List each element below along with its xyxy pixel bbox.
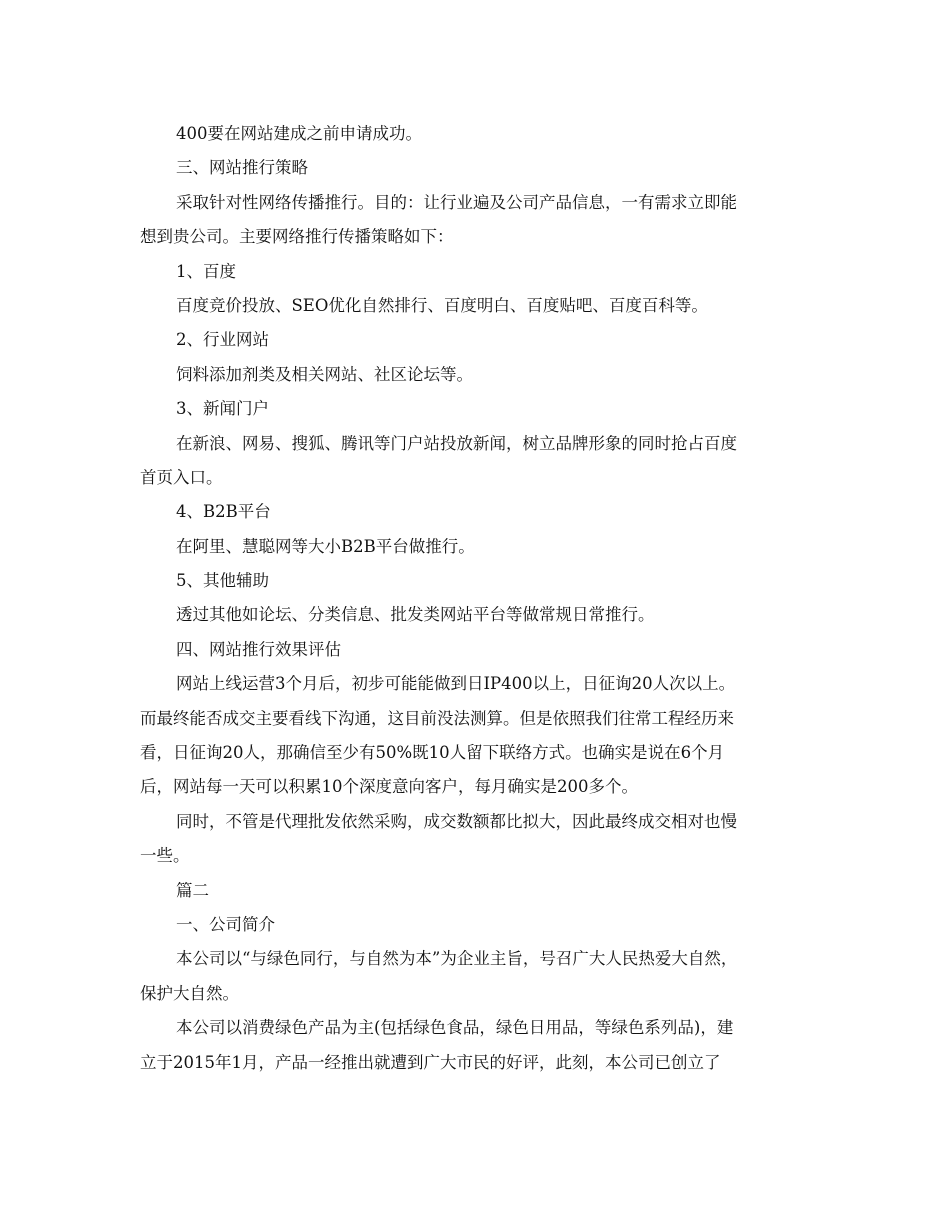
text-line: 首页入口。 (140, 467, 223, 487)
text-line: 看，日征询20人，那确信至少有50%既10人留下联络方式。也确实是说在6个月 (140, 743, 725, 763)
text-line: 四、网站推行效果评估 (176, 639, 341, 659)
text-line: 保护大自然。 (140, 983, 239, 1003)
text-line: 一些。 (140, 846, 190, 866)
text-line: 在新浪、网易、搜狐、腾讯等门户站投放新闻，树立品牌形象的同时抢占百度 (176, 433, 737, 453)
text-line: 1、百度 (176, 261, 236, 281)
text-line: 5、其他辅助 (176, 571, 269, 591)
text-line: 篇二 (176, 880, 209, 900)
text-line: 百度竞价投放、SEO优化自然排行、百度明白、百度贴吧、百度百科等。 (176, 295, 708, 315)
text-line: 本公司以消费绿色产品为主(包括绿色食品，绿色日用品，等绿色系列品)，建 (176, 1018, 734, 1038)
text-line: 三、网站推行策略 (176, 158, 308, 178)
text-line: 立于2015年1月，产品一经推出就遭到广大市民的好评，此刻，本公司已创立了 (140, 1052, 721, 1072)
text-line: 饲料添加剂类及相关网站、社区论坛等。 (176, 364, 473, 384)
text-line: 3、新闻门户 (176, 399, 269, 419)
text-line: 后，网站每一天可以积累10个深度意向客户，每月确实是200多个。 (140, 777, 638, 797)
text-line: 想到贵公司。主要网络推行传播策略如下： (140, 227, 454, 247)
text-line: 400要在网站建成之前申请成功。 (176, 124, 422, 143)
text-line: 网站上线运营3个月后，初步可能能做到日IP400以上，日征询20人次以上。 (176, 674, 736, 694)
text-line: 本公司以“与绿色同行，与自然为本”为企业主旨，号召广大人民热爱大自然， (176, 949, 738, 969)
text-line: 采取针对性网络传播推行。目的：让行业遍及公司产品信息，一有需求立即能 (176, 192, 737, 212)
text-line: 4、B2B平台 (176, 502, 271, 522)
text-line: 在阿里、慧聪网等大小B2B平台做推行。 (176, 536, 475, 556)
text-line: 而最终能否成交主要看线下沟通，这目前没法测算。但是依照我们往常工程经历来 (140, 708, 734, 728)
text-line: 一、公司简介 (176, 914, 275, 934)
text-line: 2、行业网站 (176, 330, 269, 350)
text-line: 透过其他如论坛、分类信息、批发类网站平台等做常规日常推行。 (176, 605, 655, 625)
document-body (140, 117, 820, 1080)
text-line: 同时，不管是代理批发依然采购，成交数额都比拟大，因此最终成交相对也慢 (176, 811, 737, 831)
